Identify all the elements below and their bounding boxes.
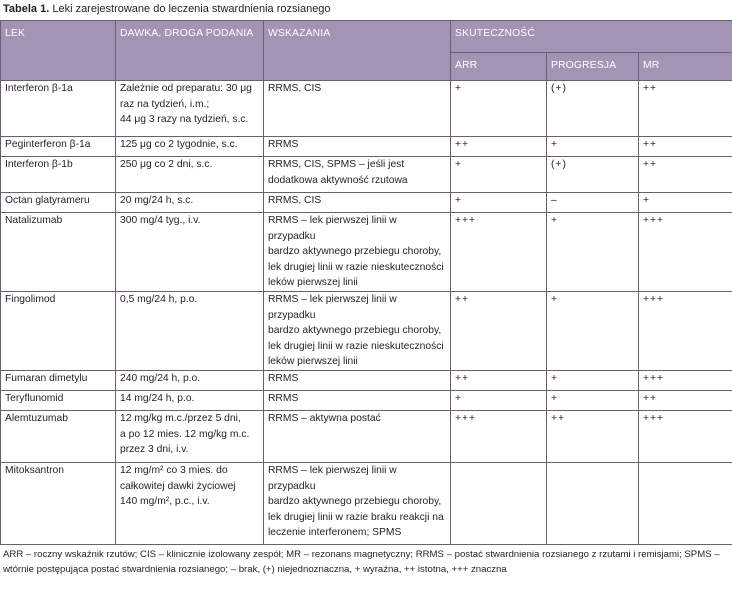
cell-wskazania-line: RRMS [268,372,299,384]
cell-progresja: + [547,390,639,410]
cell-dawka [116,137,264,157]
cell-dawka [116,81,264,137]
cell-dawka [116,213,264,292]
cell-mr: ++ [639,157,732,193]
cell-wskazania-line: bardzo aktywnego przebiegu choroby, [268,325,442,337]
cell-wskazania-line: RRMS – lek pierwszej linii w przypadku [268,293,397,321]
cell-wskazania-line: RRMS, CIS, SPMS – jeśli jest [268,159,405,170]
cell-wskazania-line: lek drugiej linii w razie nieskuteczności [268,261,444,273]
table-row [1,390,732,410]
cell-lek: Fumaran dimetylu [1,370,116,390]
cell-wskazania-line: bardzo aktywnego przebiegu choroby, [268,246,442,258]
cell-dawka-line: Zależnie od preparatu: 30 μg [120,83,252,94]
cell-wskazania [264,137,451,157]
cell-progresja: + [547,137,639,157]
cell-wskazania-line: RRMS – lek pierwszej linii w przypadku [268,215,397,242]
table-caption-prefix: Tabela 1. [3,3,50,15]
table-caption [3,2,331,16]
cell-lek: Interferon β-1a [1,81,116,137]
header-lek: LEK [1,21,116,81]
cell-lek: Interferon β-1b [1,157,116,193]
table-row [1,157,732,193]
cell-mr: +++ [639,410,732,462]
cell-dawka-line: 125 μg co 2 tygodnie, s.c. [120,139,238,150]
cell-dawka-line: 240 mg/24 h, p.o. [120,372,201,384]
cell-wskazania-line: RRMS [268,139,299,150]
cell-wskazania-line: leków pierwszej linii [268,356,358,368]
cell-arr: + [451,390,547,410]
header-progresja: PROGRESJA [547,53,639,81]
cell-wskazania [264,193,451,213]
cell-wskazania-line: lek drugiej linii w razie braku reakcji na [268,511,444,523]
cell-progresja: + [547,213,639,292]
cell-lek: Teryflunomid [1,390,116,410]
cell-dawka-line: przez 3 dni, i.v. [120,444,189,456]
header-wskazania: WSKAZANIA [264,21,451,81]
cell-wskazania-line: RRMS, CIS [268,83,322,94]
cell-dawka [116,410,264,462]
cell-lek: Fingolimod [1,291,116,370]
header-skutecznosc: SKUTECZNOŚĆ [451,21,732,53]
cell-wskazania [264,370,451,390]
cell-arr: + [451,193,547,213]
cell-progresja: (+) [547,81,639,137]
cell-dawka-line: 20 mg/24 h, s.c. [120,195,194,206]
cell-mr: +++ [639,370,732,390]
cell-mr: +++ [639,213,732,292]
cell-wskazania-line: RRMS, CIS [268,195,322,206]
cell-dawka [116,462,264,544]
table-row [1,137,732,157]
cell-arr: ++ [451,370,547,390]
cell-wskazania [264,213,451,292]
cell-dawka [116,291,264,370]
cell-dawka-line: 140 mg/m², p.c., i.v. [120,496,210,508]
cell-dawka-line: 0,5 mg/24 h, p.o. [120,293,198,305]
cell-dawka-line: 44 μg 3 razy na tydzień, s.c. [120,114,249,126]
cell-dawka-line: raz na tydzień, i.m.; [120,98,210,110]
cell-lek: Octan glatyrameru [1,193,116,213]
cell-mr: ++ [639,81,732,137]
cell-lek: Mitoksantron [1,462,116,544]
cell-progresja: ++ [547,410,639,462]
cell-dawka [116,157,264,193]
cell-dawka-line: 12 mg/m² co 3 mies. do [120,464,228,476]
cell-lek: Peginterferon β-1a [1,137,116,157]
table-row [1,370,732,390]
cell-wskazania-line: leczenie interferonem; SPMS [268,527,402,539]
cell-wskazania-line: RRMS [268,392,299,404]
cell-lek: Alemtuzumab [1,410,116,462]
cell-wskazania [264,157,451,193]
cell-progresja: + [547,370,639,390]
cell-arr: +++ [451,410,547,462]
cell-dawka [116,390,264,410]
cell-mr: + [639,193,732,213]
cell-wskazania [264,291,451,370]
cell-wskazania [264,81,451,137]
table-caption-text: Leki zarejestrowane do leczenia stwardnienia rozsianego [52,3,331,15]
cell-wskazania-line: bardzo aktywnego przebiegu choroby, [268,496,442,508]
cell-arr [451,462,547,544]
cell-wskazania-line: dodatkowa aktywność rzutowa [268,174,408,186]
cell-wskazania [264,390,451,410]
table-row [1,213,732,292]
table-row [1,81,732,137]
header-mr: MR [639,53,732,81]
cell-wskazania [264,410,451,462]
cell-progresja: + [547,291,639,370]
cell-dawka [116,370,264,390]
cell-wskazania-line: leków pierwszej linii [268,277,358,289]
table-row [1,410,732,462]
drug-table [0,20,732,545]
table-row [1,291,732,370]
cell-progresja: (+) [547,157,639,193]
header-arr: ARR [451,53,547,81]
table-row [1,462,732,544]
cell-mr: +++ [639,291,732,370]
cell-dawka-line: całkowitej dawki życiowej [120,480,236,492]
cell-arr: + [451,81,547,137]
cell-arr: ++ [451,137,547,157]
cell-arr: +++ [451,213,547,292]
cell-dawka-line: 14 mg/24 h, p.o. [120,392,195,404]
cell-dawka [116,193,264,213]
table-footnote: ARR – roczny wskaźnik rzutów; CIS – klinicznie izolowany zespół; MR – rezonans magnetyczny; RRMS – postać stwardnienia rozsianego z rzutami i remisjami; SPMS – wtórnie postępująca postać stwardnienia rozsianego; – brak, (+) niejednoznaczna, + wyraźna, ++ istotna, +++ znaczna [3,549,720,575]
cell-wskazania-line: RRMS – lek pierwszej linii w przypadku [268,464,397,492]
cell-wskazania-line: lek drugiej linii w razie nieskuteczności [268,340,444,352]
cell-mr: ++ [639,137,732,157]
cell-dawka-line: 300 mg/4 tyg., i.v. [120,215,201,226]
cell-dawka-line: 250 μg co 2 dni, s.c. [120,159,213,170]
cell-progresja [547,462,639,544]
cell-mr: ++ [639,390,732,410]
table-row [1,193,732,213]
cell-arr: + [451,157,547,193]
cell-arr: ++ [451,291,547,370]
cell-dawka-line: 12 mg/kg m.c./przez 5 dni, [120,412,241,424]
header-dawka: DAWKA, DROGA PODANIA [116,21,264,81]
cell-progresja: – [547,193,639,213]
cell-dawka-line: a po 12 mies. 12 mg/kg m.c. [120,428,250,440]
cell-wskazania [264,462,451,544]
cell-wskazania-line: RRMS – aktywna postać [268,412,381,424]
cell-lek: Natalizumab [1,213,116,292]
cell-mr [639,462,732,544]
